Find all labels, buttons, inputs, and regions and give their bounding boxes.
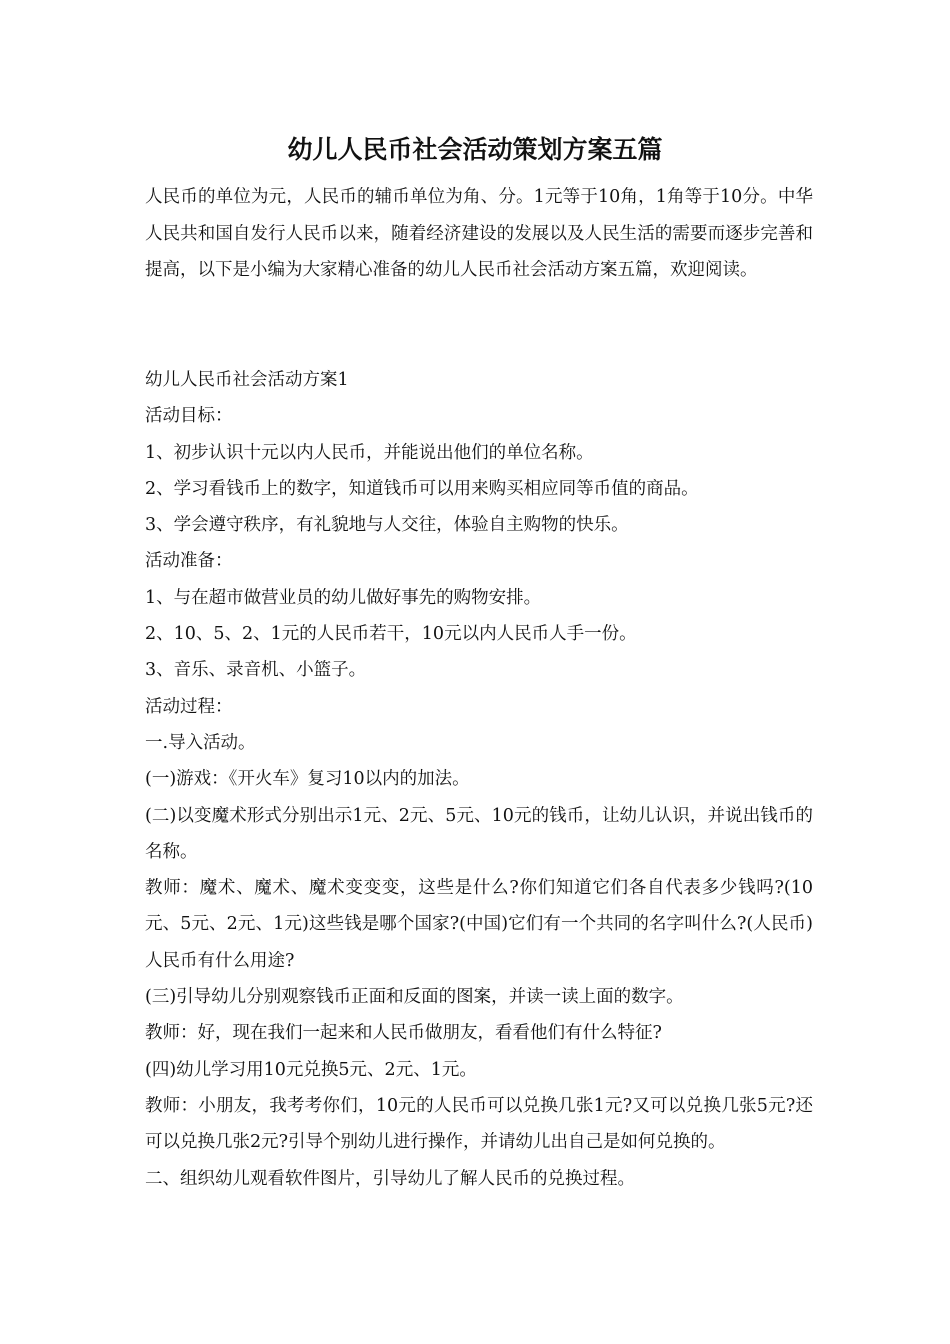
- body-line: 2、学习看钱币上的数字，知道钱币可以用来购买相应同等币值的商品。: [145, 478, 699, 499]
- section-heading: 幼儿人民币社会活动方案1: [145, 370, 349, 390]
- body-line: 3、音乐、录音机、小篮子。: [145, 660, 367, 681]
- body-line: 一.导入活动。: [145, 732, 256, 753]
- body-line: (一)游戏：《开火车》复习10以内的加法。: [145, 769, 470, 790]
- body-line: (四)幼儿学习用10元兑换5元、2元、1元。: [145, 1059, 477, 1080]
- body-line: 1、与在超市做营业员的幼儿做好事先的购物安排。: [145, 587, 542, 608]
- body-line: 活动准备：: [145, 551, 233, 572]
- body-line: 2、10、5、2、1元的人民币若干，10元以内人民币人手一份。: [145, 624, 637, 645]
- body-line: 教师：好，现在我们一起来和人民币做朋友，看看他们有什么特征?: [145, 1023, 662, 1044]
- body-line: 二、组织幼儿观看软件图片，引导幼儿了解人民币的兑换过程。: [145, 1168, 635, 1189]
- body-line: (三)引导幼儿分别观察钱币正面和反面的图案，并读一读上面的数字。: [145, 987, 684, 1008]
- document-title: 幼儿人民币社会活动策划方案五篇: [287, 135, 663, 164]
- body-line: 教师：魔术、魔术、魔术变变变，这些是什么?你们知道它们各自代表多少钱吗?(10元、5元、2元、1元)这些钱是哪个国家?(中国)它们有一个共同的名字叫什么?(人民币)人民币有什么用途?: [145, 878, 813, 971]
- body-line: 1、初步认识十元以内人民币，并能说出他们的单位名称。: [145, 442, 594, 463]
- body-content: [145, 362, 813, 1197]
- body-line: 活动目标：: [145, 406, 233, 427]
- body-line: 教师：小朋友，我考考你们，10元的人民币可以兑换几张1元?又可以兑换几张5元?还可以兑换几张2元?引导个别幼儿进行操作，并请幼儿出自己是如何兑换的。: [145, 1095, 813, 1153]
- body-line: 3、学会遵守秩序，有礼貌地与人交往，体验自主购物的快乐。: [145, 515, 629, 536]
- intro-paragraph: 人民币的单位为元，人民币的辅币单位为角、分。1元等于10角，1角等于10分。中华人民共和国自发行人民币以来，随着经济建设的发展以及人民生活的需要而逐步完善和提高，以下是小编为大家精心准备的幼儿人民币社会活动方案五篇，欢迎阅读。: [145, 187, 813, 280]
- body-line: 活动过程：: [145, 696, 233, 717]
- body-line: (二)以变魔术形式分别出示1元、2元、5元、10元的钱币，让幼儿认识，并说出钱币的名称。: [145, 805, 813, 862]
